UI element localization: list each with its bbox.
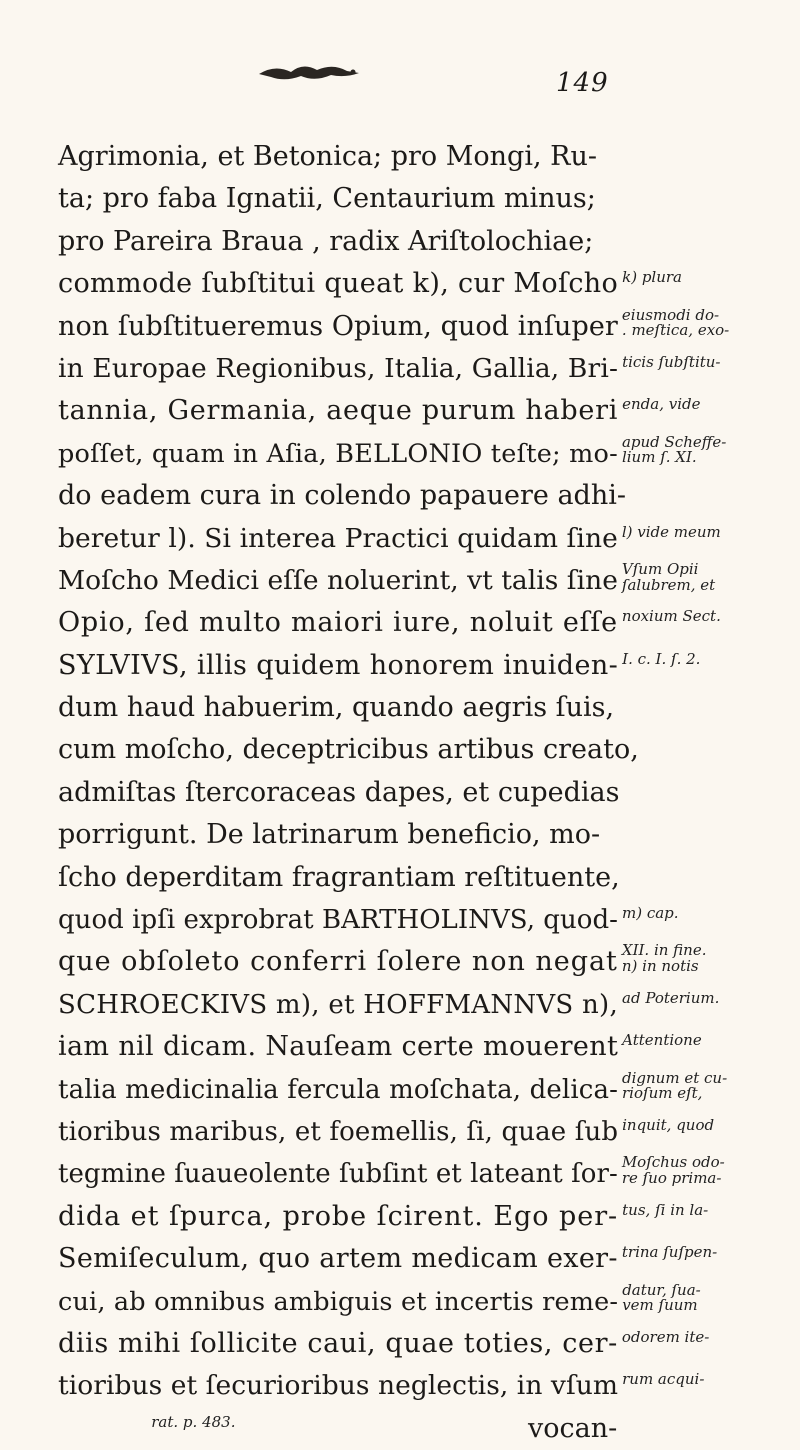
- line-text: dida et ſpurca, probe ſcirent. Ego per-: [58, 1200, 619, 1232]
- line-text: tannia, Germania, aeque purum haberi: [58, 395, 619, 427]
- margin-note-line: ad Poterium.: [622, 988, 720, 1007]
- text-line: [58, 1153, 764, 1195]
- margin-note: [622, 1032, 702, 1049]
- margin-note: [622, 396, 700, 413]
- margin-note: [622, 942, 707, 975]
- margin-note-line: trina ſuſpen-: [621, 1243, 718, 1262]
- line-text: poſſet, quam in Aſia, BELLONIO teſte; mo-: [58, 438, 618, 469]
- text-line: [58, 1323, 764, 1365]
- line-text: tioribus maribus, et foemellis, ſi, quae ſub: [58, 1116, 619, 1147]
- text-line: [58, 136, 764, 178]
- margin-note: [622, 1117, 714, 1134]
- margin-note: [622, 561, 715, 594]
- margin-note-line: m) cap.: [621, 904, 679, 923]
- text-line: [58, 1238, 764, 1280]
- text-line: [58, 263, 764, 305]
- text-line: [58, 857, 764, 899]
- line-text: cui, ab omnibus ambiguis et incertis reme-: [58, 1286, 619, 1317]
- margin-note: [622, 354, 720, 371]
- line-text: non ſubſtitueremus Opium, quod inſuper: [58, 310, 618, 342]
- line-text: cum moſcho, deceptricibus artibus creato,: [58, 734, 639, 766]
- margin-note-line: re ſuo prima-: [621, 1169, 722, 1188]
- margin-note: [622, 307, 729, 340]
- text-line: [58, 306, 764, 348]
- line-text: Moſcho Medici eſſe noluerint, vt talis ſine: [58, 564, 618, 596]
- margin-note: [622, 269, 682, 286]
- text-line: [58, 1026, 764, 1068]
- margin-note-line: noxium Sect.: [621, 607, 721, 626]
- margin-note: [622, 1070, 727, 1103]
- text-line: [58, 560, 764, 602]
- line-text: que obſoleto conferri ſolere non negat: [58, 946, 618, 978]
- margin-note: [622, 905, 679, 922]
- margin-note-line: XII. in fine.: [621, 941, 707, 960]
- margin-note: [622, 608, 721, 625]
- text-line: [58, 1111, 764, 1153]
- line-text: diis mihi ſollicite caui, quae toties, cer-: [58, 1327, 618, 1359]
- margin-note-line: rum acqui-: [622, 1370, 705, 1389]
- text-line: [58, 1408, 764, 1450]
- margin-note-line: rat. p. 483.: [151, 1412, 236, 1431]
- body-text: [58, 136, 764, 1450]
- margin-note: [622, 651, 700, 668]
- line-text: SCHROECKIVS m), et HOFFMANNVS n),: [58, 989, 619, 1020]
- margin-note: [622, 524, 721, 541]
- text-line: [58, 645, 764, 687]
- margin-note-line: k) plura: [622, 268, 682, 287]
- line-text: iam nil dicam. Nauſeam certe mouerent: [58, 1031, 619, 1063]
- text-line: [58, 390, 764, 432]
- text-line: [58, 772, 764, 814]
- margin-note: [622, 1282, 701, 1315]
- margin-note: [622, 990, 719, 1007]
- line-text: pro Pareira Braua , radix Ariſtolochiae;: [58, 225, 594, 257]
- margin-note-line: ticis ſubſtitu-: [622, 352, 721, 371]
- line-text: porrigunt. De latrinarum beneficio, mo-: [58, 819, 601, 851]
- header-ornament-icon: [255, 60, 365, 84]
- margin-note-line: ſalubrem, et: [621, 575, 716, 594]
- margin-note-line: Attentione: [622, 1031, 702, 1050]
- margin-note-line: odorem ite-: [621, 1327, 710, 1346]
- text-line: [58, 348, 764, 390]
- margin-note: [151, 1414, 235, 1431]
- margin-note-line: rioſum eſt,: [622, 1084, 703, 1103]
- margin-note-line: tus, ſi in la-: [622, 1200, 709, 1219]
- line-text: dum haud habuerim, quando aegris ſuis,: [58, 692, 615, 724]
- text-line: [58, 433, 764, 475]
- text-line: [58, 984, 764, 1026]
- margin-note-line: vem ſuum: [622, 1296, 698, 1315]
- line-text: in Europae Regionibus, Italia, Gallia, Bri-: [58, 352, 619, 384]
- line-text: Agrimonia, et Betonica; pro Mongi, Ru-: [58, 141, 597, 172]
- text-line: [58, 1069, 764, 1111]
- line-text: quod ipſi exprobrat BARTHOLINVS, quod-: [58, 905, 618, 936]
- line-text: commode ſubſtitui queat k), cur Moſcho: [58, 268, 619, 300]
- margin-note-line: apud Scheffe-: [621, 432, 727, 451]
- line-text: Semiſeculum, quo artem medicam exer-: [58, 1243, 618, 1275]
- text-line: [58, 518, 764, 560]
- margin-note-line: eiusmodi do-: [621, 305, 720, 324]
- margin-note-line: . meſtica, exo-: [621, 321, 730, 340]
- text-line: [58, 729, 764, 771]
- line-text: do eadem cura in colendo papauere adhi-: [58, 480, 626, 512]
- text-line: [58, 899, 764, 941]
- text-line: [58, 1281, 764, 1323]
- line-text: SYLVIVS, illis quidem honorem inuiden-: [58, 649, 619, 681]
- margin-note-line: lium ſ. XI.: [621, 448, 697, 467]
- margin-note: [622, 434, 726, 467]
- page-number: 149: [556, 68, 609, 98]
- margin-note-line: enda, vide: [622, 395, 701, 414]
- line-text: Opio, ſed multo maiori iure, noluit eſſe: [58, 607, 618, 639]
- margin-note: [622, 1371, 704, 1388]
- text-line: [58, 602, 764, 644]
- text-line: [58, 178, 764, 220]
- margin-note-line: n) in notis: [621, 957, 699, 976]
- margin-note-line: l) vide meum: [621, 522, 721, 541]
- text-line: [58, 814, 764, 856]
- line-text: admiſtas ſtercoraceas dapes, et cupedias: [58, 776, 620, 808]
- line-text: beretur l). Si interea Practici quidam ſine: [58, 522, 618, 554]
- margin-note-line: Vſum Opii: [621, 559, 699, 578]
- margin-note-line: I. c. I. ſ. 2.: [622, 649, 701, 668]
- line-text: ta; pro faba Ignatii, Centaurium minus;: [58, 183, 596, 215]
- text-line: [58, 475, 764, 517]
- margin-note-line: dignum et cu-: [622, 1068, 728, 1087]
- margin-note: [622, 1329, 709, 1346]
- text-line: [58, 221, 764, 263]
- line-text: talia medicinalia fercula moſchata, delica-: [58, 1074, 619, 1105]
- margin-note: [622, 1244, 717, 1261]
- text-line: [58, 1196, 764, 1238]
- text-line: [58, 941, 764, 983]
- margin-note: [622, 1154, 725, 1187]
- margin-note: [622, 1202, 708, 1219]
- margin-note-line: Moſchus odo-: [621, 1153, 725, 1172]
- text-line: [58, 687, 764, 729]
- margin-note-line: datur, ſua-: [622, 1280, 701, 1299]
- text-line: [58, 1365, 764, 1407]
- line-text: vocan-: [528, 1412, 618, 1444]
- line-text: tioribus et ſecurioribus neglectis, in vſum: [58, 1370, 619, 1402]
- line-text: ſcho deperditam fragrantiam reſtituente,: [58, 861, 620, 893]
- line-text: tegmine ſuaueolente ſubſint et lateant ſor-: [58, 1159, 618, 1190]
- margin-note-line: inquit, quod: [622, 1115, 715, 1134]
